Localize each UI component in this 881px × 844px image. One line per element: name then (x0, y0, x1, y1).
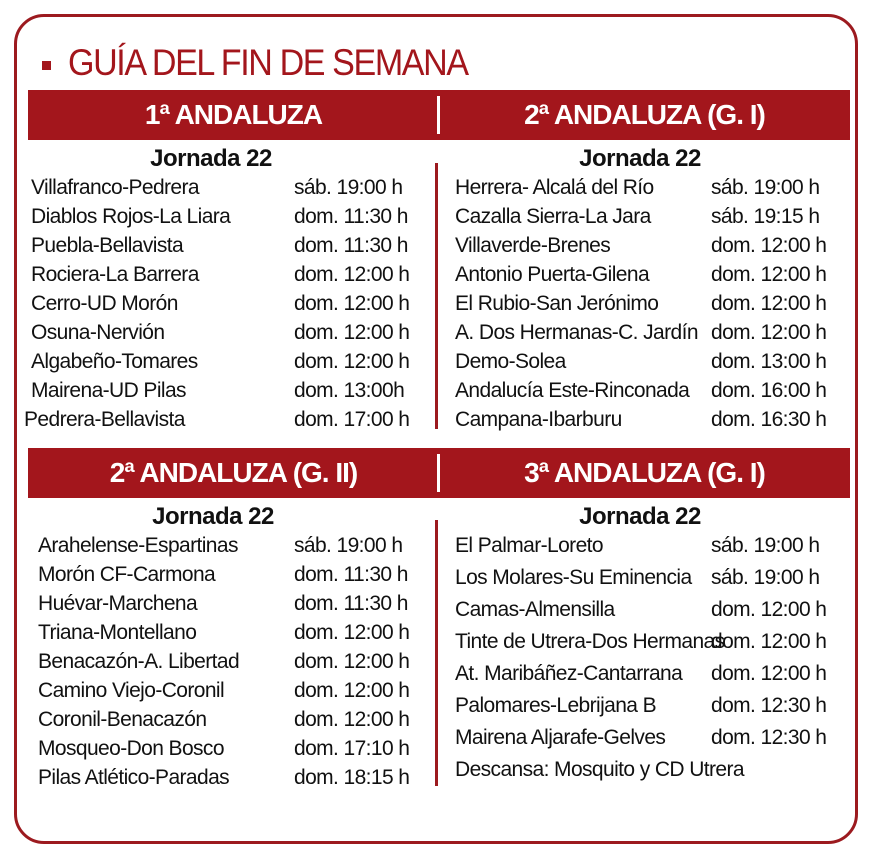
match-teams: Osuna-Nervión (31, 321, 165, 344)
match-teams: Huévar-Marchena (38, 592, 198, 615)
bullet-icon (42, 61, 51, 70)
match-row (38, 766, 438, 795)
match-time: dom. 13:00 h (711, 350, 827, 373)
jornada-label: Jornada 22 (150, 145, 272, 172)
match-time: dom. 11:30 h (294, 592, 408, 615)
match-row (455, 350, 855, 379)
jornada-label: Jornada 22 (579, 145, 701, 172)
match-teams: Herrera- Alcalá del Río (455, 176, 654, 199)
match-time: dom. 12:00 h (294, 321, 410, 344)
match-time: dom. 11:30 h (294, 205, 408, 228)
match-time: dom. 12:00 h (294, 263, 410, 286)
match-time: sáb. 19:00 h (294, 534, 403, 557)
match-row (38, 563, 438, 592)
match-time: dom. 12:00 h (294, 621, 410, 644)
match-time: dom. 13:00h (294, 379, 405, 402)
match-row (31, 263, 431, 292)
header-divider (437, 454, 440, 492)
match-time: dom. 17:10 h (294, 737, 410, 760)
match-time: dom. 12:30 h (711, 726, 827, 749)
match-teams: Camino Viejo-Coronil (38, 679, 225, 702)
match-time: dom. 11:30 h (294, 234, 408, 257)
match-row (38, 679, 438, 708)
match-teams: Triana-Montellano (38, 621, 197, 644)
match-row (31, 350, 431, 379)
match-row (38, 534, 438, 563)
match-time: dom. 12:30 h (711, 694, 827, 717)
match-teams: Diablos Rojos-La Liara (31, 205, 231, 228)
match-time: dom. 16:00 h (711, 379, 827, 402)
match-teams: At. Maribáñez-Cantarrana (455, 662, 683, 685)
match-teams: A. Dos Hermanas-C. Jardín (455, 321, 698, 344)
match-time: dom. 12:00 h (711, 321, 827, 344)
match-teams: Arahelense-Espartinas (38, 534, 238, 557)
match-time: dom. 16:30 h (711, 408, 827, 431)
match-time: sáb. 19:00 h (711, 566, 820, 589)
match-teams: Cerro-UD Morón (31, 292, 178, 315)
match-time: sáb. 19:00 h (711, 534, 820, 557)
match-row (31, 321, 431, 350)
column-divider-top (435, 163, 438, 429)
match-time: dom. 12:00 h (711, 662, 827, 685)
match-row (38, 650, 438, 679)
match-teams: El Rubio-San Jerónimo (455, 292, 659, 315)
match-row (31, 176, 431, 205)
match-row (31, 292, 431, 321)
match-row (38, 708, 438, 737)
match-teams: Mosqueo-Don Bosco (38, 737, 224, 760)
match-row (455, 292, 855, 321)
match-row (455, 630, 855, 659)
match-row (38, 737, 438, 766)
match-time: dom. 17:00 h (294, 408, 410, 431)
match-teams: El Palmar-Loreto (455, 534, 603, 557)
match-teams: Mairena Aljarafe-Gelves (455, 726, 666, 749)
match-row (455, 205, 855, 234)
match-time: sáb. 19:15 h (711, 205, 820, 228)
match-teams: Cazalla Sierra-La Jara (455, 205, 651, 228)
match-row (455, 694, 855, 723)
match-time: dom. 12:00 h (711, 234, 827, 257)
match-row (38, 621, 438, 650)
page-title (42, 42, 502, 84)
match-teams: Campana-Ibarburu (455, 408, 622, 431)
match-teams: Villafranco-Pedrera (31, 176, 199, 199)
match-teams: Mairena-UD Pilas (31, 379, 186, 402)
match-row (455, 726, 855, 755)
header-divider (437, 96, 440, 134)
match-teams: Camas-Almensilla (455, 598, 615, 621)
match-time: dom. 12:00 h (711, 630, 827, 653)
match-row (455, 408, 855, 437)
match-teams: Pilas Atlético-Paradas (38, 766, 230, 789)
match-time: dom. 12:00 h (294, 679, 410, 702)
match-time: dom. 11:30 h (294, 563, 408, 586)
section-header-1a-andaluza: 1ª ANDALUZA (144, 99, 323, 130)
match-teams: Benacazón-A. Libertad (38, 650, 240, 673)
section-header-2a-andaluza-g1: 2ª ANDALUZA (G. I) (524, 99, 765, 130)
match-row (455, 263, 855, 292)
match-teams: Antonio Puerta-Gilena (455, 263, 650, 286)
match-time: sáb. 19:00 h (711, 176, 820, 199)
match-teams: Coronil-Benacazón (38, 708, 207, 731)
match-row (455, 234, 855, 263)
rest-note: Descansa: Mosquito y CD Utrera (455, 758, 744, 781)
page-title-text: GUÍA DEL FIN DE SEMANA (68, 42, 468, 83)
match-time: dom. 18:15 h (294, 766, 410, 789)
match-time: dom. 12:00 h (294, 292, 410, 315)
section-header-3a-andaluza-g1: 3ª ANDALUZA (G. I) (524, 457, 765, 488)
match-time: sáb. 19:00 h (294, 176, 403, 199)
match-time: dom. 12:00 h (711, 263, 827, 286)
match-row (455, 566, 855, 595)
match-row (31, 205, 431, 234)
match-row (455, 379, 855, 408)
jornada-label: Jornada 22 (579, 503, 701, 530)
match-row (455, 321, 855, 350)
match-row (455, 662, 855, 691)
match-teams: Morón CF-Carmona (38, 563, 216, 586)
match-teams: Los Molares-Su Eminencia (455, 566, 692, 589)
match-row (455, 176, 855, 205)
match-teams: Algabeño-Tomares (31, 350, 198, 373)
section-header-band-bottom (28, 448, 850, 498)
match-row (24, 408, 424, 437)
match-time: dom. 12:00 h (294, 650, 410, 673)
match-time: dom. 12:00 h (711, 598, 827, 621)
match-time: dom. 12:00 h (711, 292, 827, 315)
match-row (455, 534, 855, 563)
match-row (38, 592, 438, 621)
match-teams: Puebla-Bellavista (31, 234, 184, 257)
match-row (455, 598, 855, 627)
match-teams: Palomares-Lebrijana B (455, 694, 657, 717)
jornada-label: Jornada 22 (152, 503, 274, 530)
match-teams: Tinte de Utrera-Dos Hermanas (455, 630, 725, 653)
match-time: dom. 12:00 h (294, 708, 410, 731)
match-teams: Pedrera-Bellavista (24, 408, 185, 431)
match-teams: Demo-Solea (455, 350, 566, 373)
section-header-band-top (28, 90, 850, 140)
match-teams: Villaverde-Brenes (455, 234, 611, 257)
match-teams: Andalucía Este-Rinconada (455, 379, 690, 402)
match-row (31, 379, 431, 408)
section-header-2a-andaluza-g2: 2ª ANDALUZA (G. II) (109, 457, 358, 488)
match-time: dom. 12:00 h (294, 350, 410, 373)
match-row (31, 234, 431, 263)
match-teams: Rociera-La Barrera (31, 263, 199, 286)
